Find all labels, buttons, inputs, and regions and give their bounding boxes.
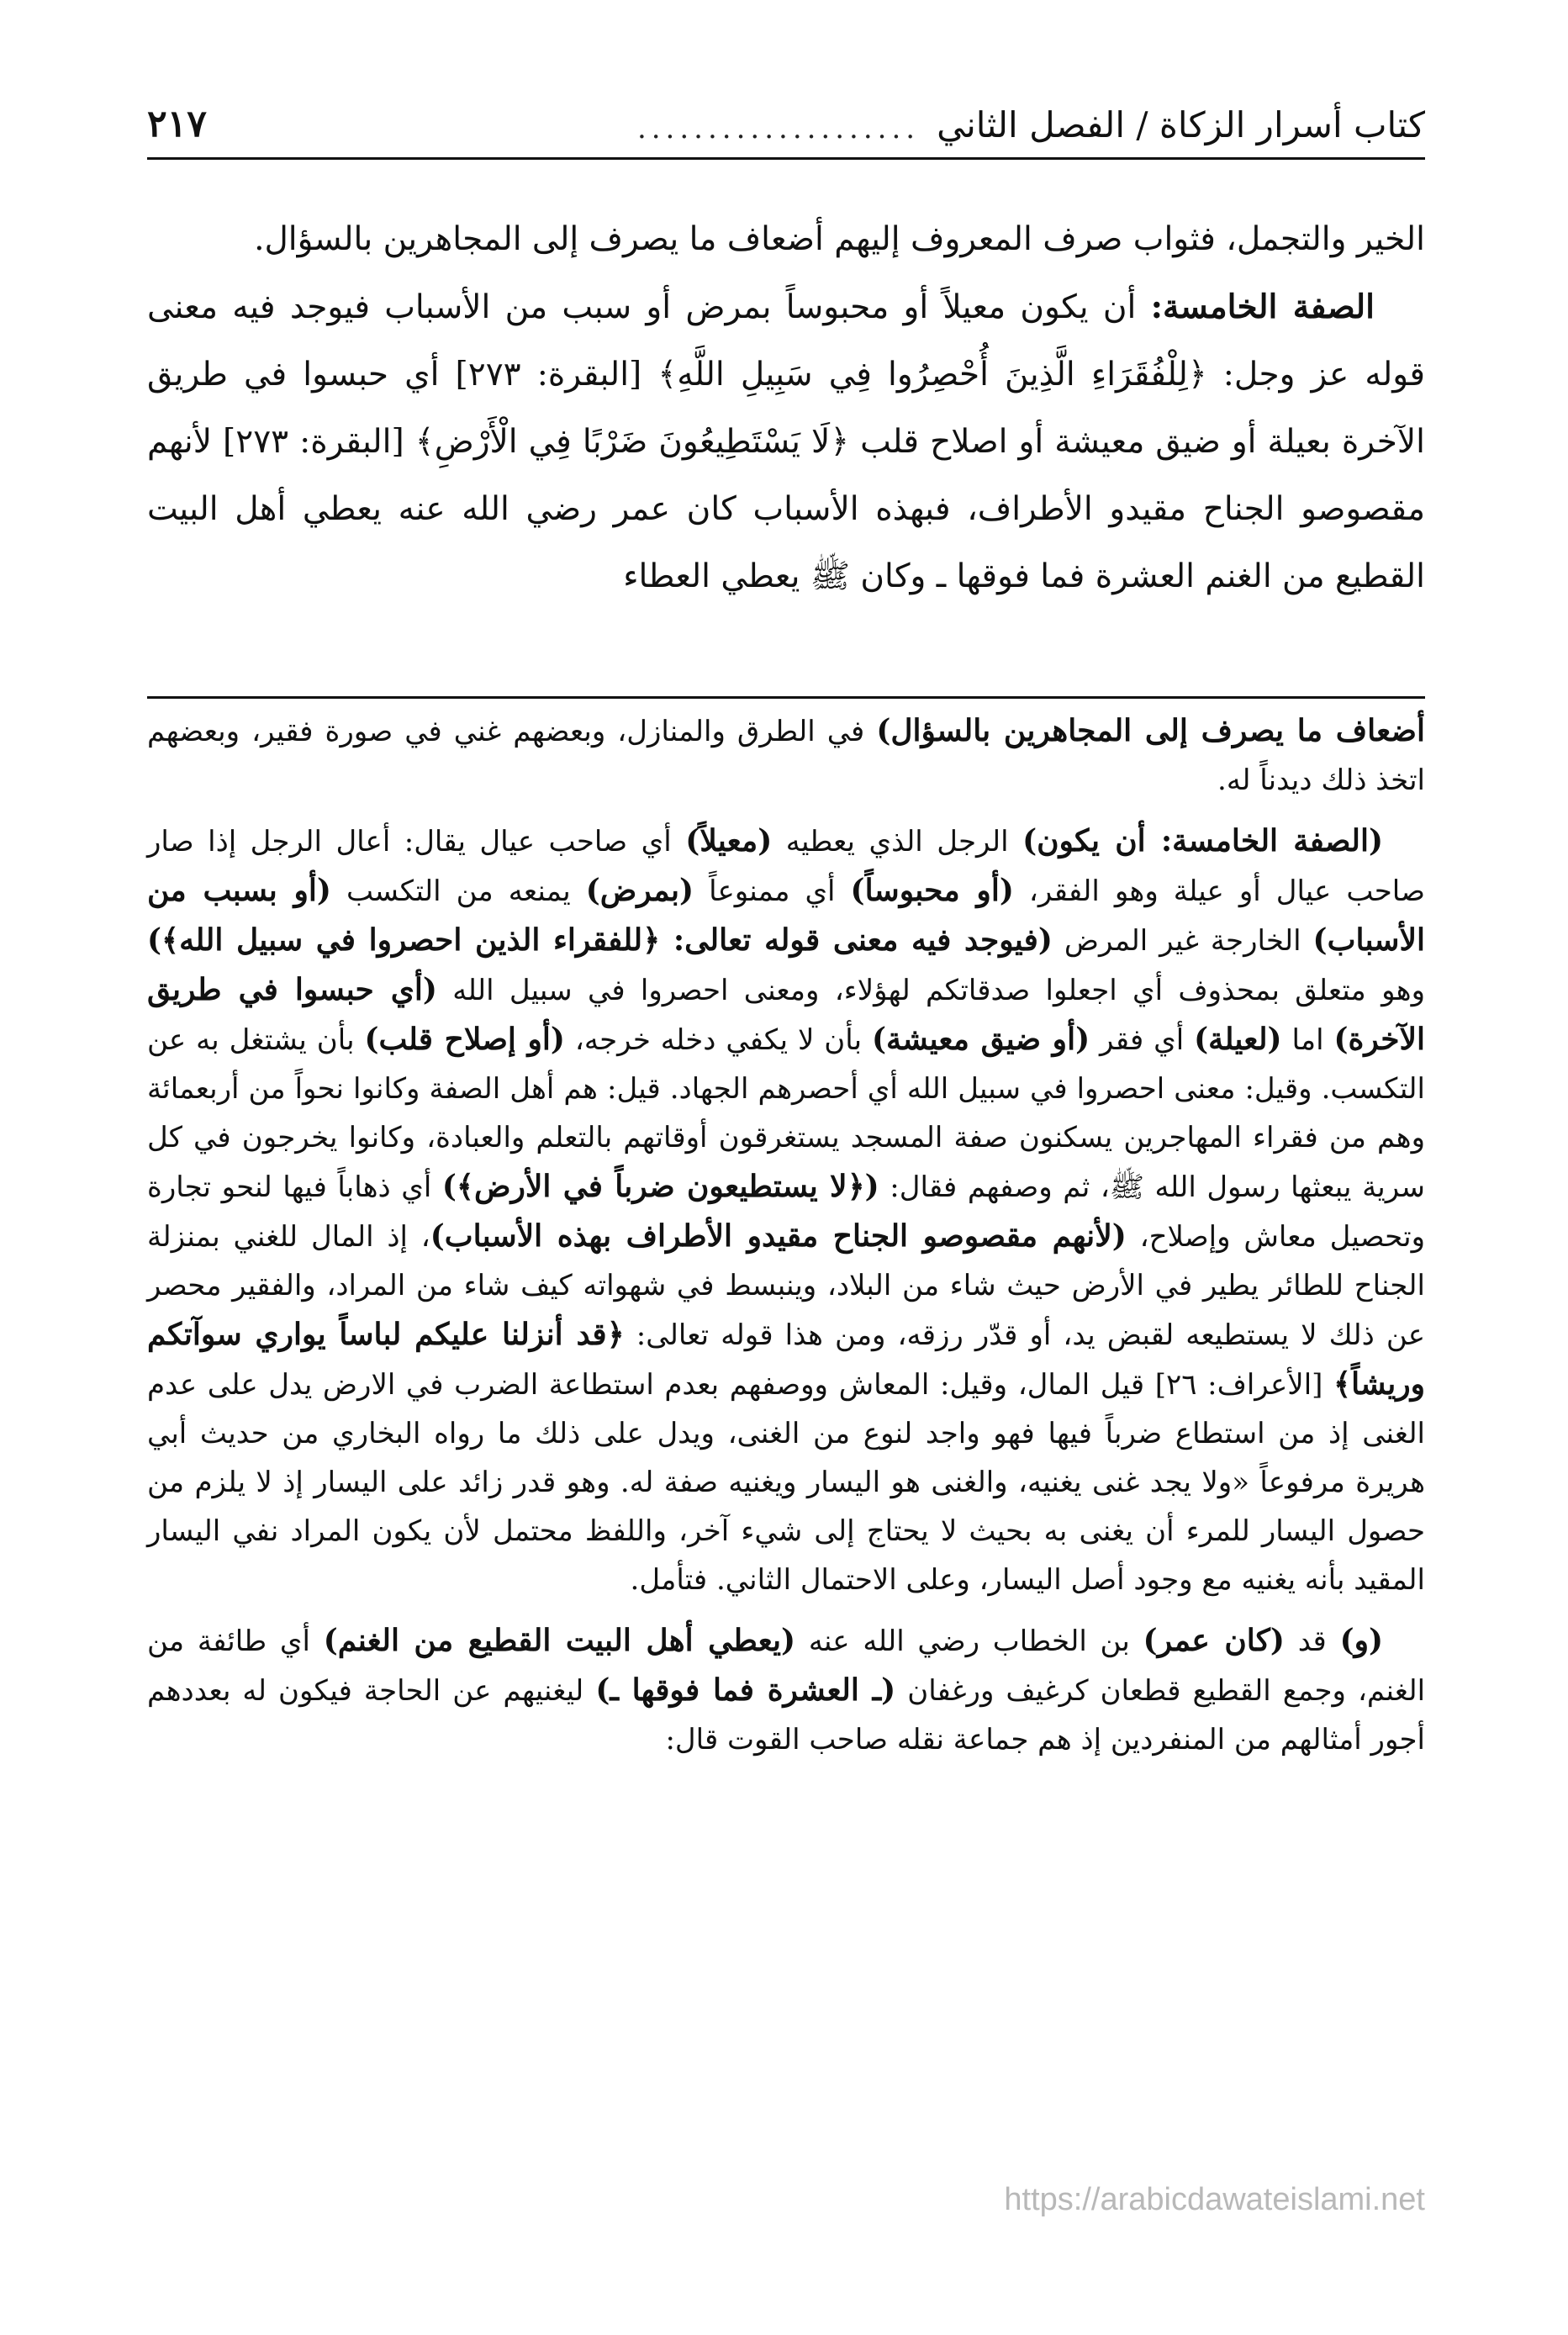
c2-quote: ﴿قد أنزلنا عليكم لباساً يواري سوآتكم وريشاً﴾ <box>147 1317 1426 1402</box>
c3-quote: (كان عمر) <box>1143 1623 1285 1658</box>
page-number: ٢١٧ <box>147 103 207 145</box>
c2-quote: (بمرض) <box>585 873 694 908</box>
c3-quote: (ـ العشرة فما فوقها ـ) <box>595 1672 896 1708</box>
c3-text: ليغنيهم عن الحاجة فيكون له بعددهم أجور أمثالهم من المنفردين إذ هم جماعة نقله صاحب القوت قال: <box>147 1674 1425 1757</box>
c3-quote: (يعطي أهل البيت القطيع من الغنم) <box>323 1623 796 1658</box>
c1-body: في الطرق والمنازل، وبعضهم غني في صورة فقير، وبعضهم اتخذ ذلك ديدناً له. <box>147 715 1425 797</box>
c2-text: [الأعراف: ٢٦] قيل المال، وقيل: المعاش ووصفهم بعدم استطاعة الضرب في الارض يدل على عدم الغنى إذ من استطاع ضرباً فيها فهو واجد لنوع من الغنى، ويدل على ذلك ما رواه البخاري من حديث أبي هريرة مرفوعاً «ولا يجد غنى يغنيه، والغنى هو اليسار ويغنيه صفة له. وهو قدر زائد على اليسار إذ لا يلزم من حصول اليسار للمرء أن يغنى به بحيث لا يحتاج إلى شيء آخر، واللفظ محتمل لأن يكون المراد نفي اليسار المقيد بأنه يغنيه مع وجود أصل اليسار، وعلى الاحتمال الثاني. فتأمل. <box>147 1368 1425 1597</box>
c2-quote: (فيوجد فيه معنى قوله تعالى: ﴿للفقراء الذين احصروا في سبيل الله﴾) <box>147 922 1053 958</box>
c2-text: وهو متعلق بمحذوف أي اجعلوا صدقاتكم لهؤلاء، ومعنى احصروا في سبيل الله <box>452 974 1425 1007</box>
c2-text: أي ذهاباً فيها لنحو تجارة وتحصيل معاش وإصلاح، <box>147 1170 1425 1254</box>
commentary-paragraph-1 <box>147 706 1425 805</box>
c2-text: بأن يشتغل به عن التكسب. وقيل: معنى احصروا في سبيل الله أي أحصرهم الجهاد. قيل: هم أهل الصفة وكانوا نحواً من أربعمائة وهم من فقراء المهاجرين يسكنون صفة المسجد يستغرقون أوقاتهم بالتعلم والعبادة، وكانوا يخرجون في كل سرية يبعثها رسول الله ﷺ، ثم وصفهم فقال: <box>147 1023 1426 1204</box>
c2-quote: (أو إصلاح قلب) <box>364 1022 565 1057</box>
main-text <box>147 206 1425 610</box>
text-divider <box>147 696 1425 699</box>
c2-quote: (﴿لا يستطيعون ضرباً في الأرض﴾) <box>441 1169 879 1204</box>
c2-text: ، إذ المال للغني بمنزلة الجناح للطائر يطير في الأرض حيث شاء من البلاد، وينبسط في شهواته كيف شاء من المراد، والفقير محصر عن ذلك لا يستطيعه لقبض يد، أو قدّر رزقه، ومن هذا قوله تعالى: <box>147 1220 1426 1352</box>
c2-text: بأن لا يكفي دخله خرجه، <box>574 1023 863 1057</box>
c2-quote: (أو بسبب من الأسباب) <box>147 873 1425 958</box>
main-paragraph-2-heading: الصفة الخامسة: <box>1150 288 1375 326</box>
c2-quote: (أو محبوساً) <box>850 873 1014 908</box>
c2-text: اما <box>1291 1023 1324 1057</box>
c2-quote: (أو ضيق معيشة) <box>872 1022 1090 1057</box>
header-title: كتاب أسرار الزكاة / الفصل الثاني <box>937 104 1425 145</box>
c2-quote: (أي حبسوا في طريق الآخرة) <box>147 972 1425 1057</box>
c3-quote: (و) <box>1339 1623 1384 1658</box>
c2-text: الخارجة غير المرض <box>1064 924 1301 958</box>
commentary-text <box>147 706 1425 1776</box>
commentary-paragraph-3 <box>147 1616 1425 1764</box>
c2-quote: (معيلاً) <box>685 823 773 858</box>
c3-text: قد <box>1297 1624 1327 1658</box>
main-paragraph-2 <box>147 273 1425 610</box>
c1-heading: أضعاف ما يصرف إلى المجاهرين بالسؤال) <box>876 713 1425 748</box>
c3-text: أي طائفة من الغنم، وجمع القطيع قطعان كرغيف ورغفان <box>147 1624 1426 1708</box>
c2-lead: (الصفة الخامسة: أن يكون) <box>1022 823 1384 858</box>
main-paragraph-2-body: أن يكون معيلاً أو محبوساً بمرض أو سبب من الأسباب فيوجد فيه معنى قوله عز وجل: ﴿لِلْفُقَرَاءِ الَّذِينَ أُحْصِرُوا فِي سَبِيلِ اللَّهِ﴾ [البقرة: ٢٧٣] أي حبسوا في طريق الآخرة بعيلة أو ضيق معيشة أو اصلاح قلب ﴿لَا يَسْتَطِيعُونَ ضَرْبًا فِي الْأَرْضِ﴾ [البقرة: ٢٧٣] لأنهم مقصوصو الجناح مقيدو الأطراف، فبهذه الأسباب كان عمر رضي الله عنه يعطي أهل البيت القطيع من الغنم العشرة فما فوقها ـ وكان ﷺ يعطي العطاء <box>147 288 1426 595</box>
commentary-paragraph-2 <box>147 816 1425 1604</box>
c2-quote: (لأنهم مقصوصو الجناح مقيدو الأطراف بهذه الأسباب) <box>430 1218 1127 1254</box>
c2-text: أي ممنوعاً <box>709 874 836 908</box>
c2-text: أي فقر <box>1100 1023 1185 1057</box>
main-paragraph-1: الخير والتجمل، فثواب صرف المعروف إليهم أضعاف ما يصرف إلى المجاهرين بالسؤال. <box>254 220 1425 258</box>
c3-text: بن الخطاب رضي الله عنه <box>808 1624 1130 1658</box>
header-leader-dots: .................... <box>636 112 921 145</box>
c2-quote: (لعيلة) <box>1194 1022 1282 1057</box>
c2-text: الرجل الذي يعطيه <box>785 825 1009 858</box>
source-watermark: https://arabicdawateislami.net <box>1004 2182 1425 2217</box>
c2-text: يمنعه من التكسب <box>346 874 571 908</box>
running-header <box>147 84 1425 160</box>
c2-text: أي صاحب عيال يقال: أعال الرجل إذا صار صاحب عيال أو عيلة وهو الفقر، <box>147 825 1426 908</box>
